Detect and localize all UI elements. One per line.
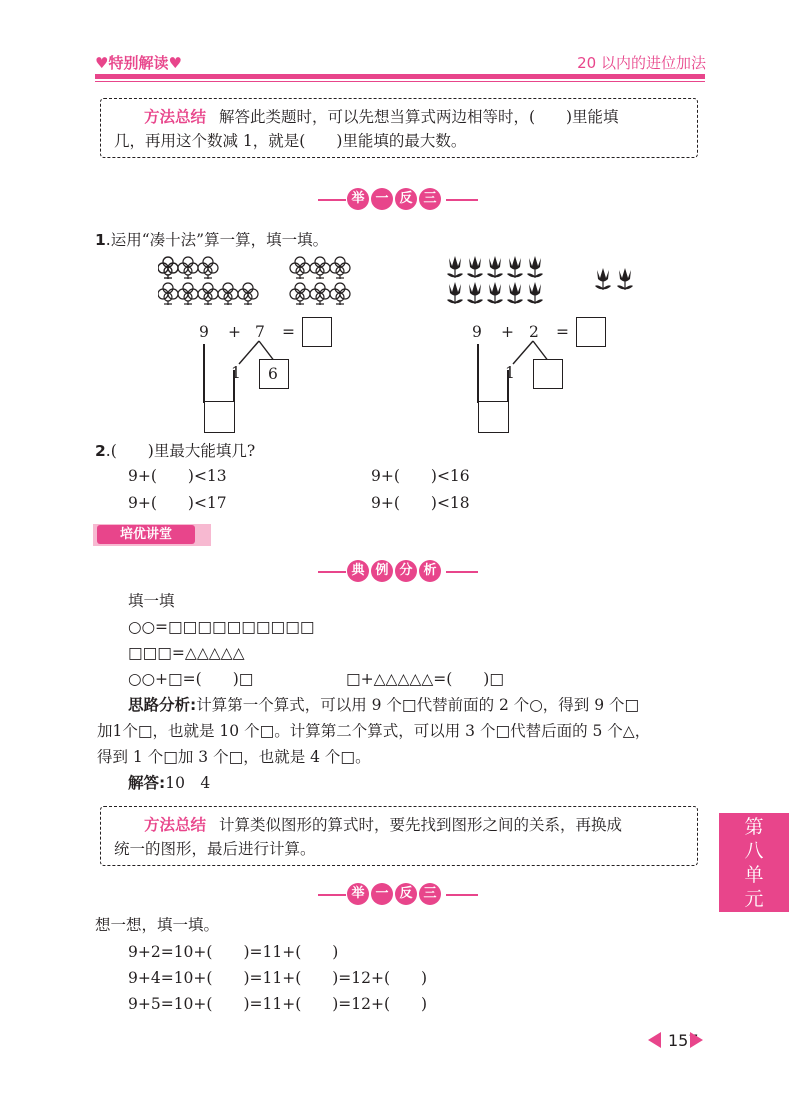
question-text: .运用“凑十法”算一算，填一填。 bbox=[105, 231, 329, 249]
side-tab-char: 八 bbox=[744, 840, 764, 862]
q2-item: 9+( )<13 bbox=[128, 467, 227, 485]
header-chapter-title: 20 以内的进位加法 bbox=[577, 54, 706, 72]
answer-box[interactable] bbox=[204, 401, 235, 433]
banner-line-left bbox=[318, 571, 346, 573]
answer-box[interactable] bbox=[302, 317, 332, 347]
question-number: 1 bbox=[95, 231, 106, 249]
side-tab-char: 单 bbox=[744, 864, 764, 886]
unit-side-tab bbox=[719, 813, 789, 912]
banner-char: 例 bbox=[371, 560, 393, 582]
question-2-title bbox=[95, 444, 255, 460]
side-tab-char: 元 bbox=[744, 888, 764, 910]
banner-char: 三 bbox=[419, 883, 441, 905]
split-line bbox=[477, 344, 479, 402]
analysis-text: 加1个□，也就是 10 个□。计算第二个算式，可以用 3 个□代替后面的 5 个△， bbox=[97, 722, 651, 740]
split-line bbox=[203, 344, 205, 402]
method-summary-label: 方法总结 bbox=[144, 108, 207, 126]
eq-left-op: + bbox=[228, 323, 241, 341]
method-summary-line1: 解答此类题时，可以先想当算式两边相等时，( )里能填 bbox=[218, 108, 619, 126]
banner-char: 一 bbox=[371, 188, 393, 210]
method-summary-label: 方法总结 bbox=[144, 816, 207, 834]
split-left-value: 1 bbox=[505, 364, 515, 382]
section-tag: 培优讲堂 bbox=[97, 525, 195, 544]
method-summary-line1: 计算类似图形的算式时，要先找到图形之间的关系，再换成 bbox=[218, 816, 622, 834]
banner-line-right bbox=[446, 894, 478, 896]
eq-right-a: 9 bbox=[472, 323, 482, 341]
q2-item: 9+( )<16 bbox=[371, 467, 470, 485]
example-title: 填一填 bbox=[128, 592, 175, 610]
question-1-title bbox=[95, 233, 328, 249]
split-right-box[interactable] bbox=[533, 359, 563, 389]
example-line: ○○=□□□□□□□□□□ bbox=[128, 618, 315, 636]
method-summary-line2: 几，再用这个数减 1，就是( )里能填的最大数。 bbox=[114, 132, 467, 150]
analysis-line bbox=[128, 698, 639, 714]
tulip-flower-icon bbox=[445, 254, 645, 306]
banner-line-left bbox=[318, 199, 346, 201]
banner-char: 反 bbox=[395, 883, 417, 905]
prev-page-arrow-icon bbox=[648, 1032, 661, 1048]
question-number: 2 bbox=[95, 442, 106, 460]
banner-line-right bbox=[446, 571, 478, 573]
banner-ju-yi-fan-san bbox=[347, 188, 445, 212]
banner-dian-li-fen-xi bbox=[347, 560, 445, 584]
analysis-label: 思路分析: bbox=[128, 696, 197, 714]
next-page-arrow-icon bbox=[690, 1032, 703, 1048]
side-tab-char: 第 bbox=[744, 816, 764, 838]
eq-right-op: + bbox=[501, 323, 514, 341]
page-number: 157 bbox=[668, 1031, 699, 1050]
practice-title: 想一想，填一填。 bbox=[95, 916, 220, 934]
answer-box[interactable] bbox=[478, 401, 509, 433]
banner-char: 反 bbox=[395, 188, 417, 210]
answer-box[interactable] bbox=[576, 317, 606, 347]
banner-ju-yi-fan-san bbox=[347, 883, 445, 907]
eq-right-b: 2 bbox=[529, 323, 539, 341]
eq-left-b: 7 bbox=[255, 323, 265, 341]
practice-row: 9+4=10+( )=11+( )=12+( ) bbox=[128, 969, 428, 987]
q2-item: 9+( )<17 bbox=[128, 494, 227, 512]
cotton-flower-icon bbox=[158, 254, 358, 306]
header-section-title: ♥特别解读♥ bbox=[95, 54, 182, 72]
practice-row: 9+5=10+( )=11+( )=12+( ) bbox=[128, 995, 428, 1013]
analysis-text: 计算第一个算式，可以用 9 个□代替前面的 2 个○，得到 9 个□ bbox=[196, 696, 640, 714]
banner-char: 举 bbox=[347, 883, 369, 905]
question-text: .( )里最大能填几? bbox=[105, 442, 256, 460]
eq-right-eq: = bbox=[556, 323, 569, 341]
example-line: □+△△△△△=( )□ bbox=[346, 670, 504, 688]
banner-char: 析 bbox=[419, 560, 441, 582]
answer-value: 10 4 bbox=[165, 774, 211, 792]
method-summary-line2: 统一的图形，最后进行计算。 bbox=[114, 840, 316, 858]
eq-left-a: 9 bbox=[199, 323, 209, 341]
header-divider-thin bbox=[95, 81, 705, 82]
analysis-text: 得到 1 个□加 3 个□，也就是 4 个□。 bbox=[97, 748, 371, 766]
example-line: □□□=△△△△△ bbox=[128, 644, 245, 662]
banner-char: 三 bbox=[419, 188, 441, 210]
practice-row: 9+2=10+( )=11+( ) bbox=[128, 943, 339, 961]
example-line: ○○+□=( )□ bbox=[128, 670, 254, 688]
banner-char: 举 bbox=[347, 188, 369, 210]
header-divider bbox=[95, 74, 705, 79]
banner-char: 分 bbox=[395, 560, 417, 582]
answer-line bbox=[128, 776, 210, 792]
answer-label: 解答: bbox=[128, 774, 166, 792]
banner-line-right bbox=[446, 199, 478, 201]
eq-left-eq: = bbox=[282, 323, 295, 341]
split-right-value: 6 bbox=[268, 365, 278, 383]
q2-item: 9+( )<18 bbox=[371, 494, 470, 512]
banner-char: 典 bbox=[347, 560, 369, 582]
split-left-value: 1 bbox=[231, 364, 241, 382]
method-summary-text bbox=[114, 110, 619, 126]
banner-line-left bbox=[318, 894, 346, 896]
method-summary-text bbox=[114, 818, 622, 834]
banner-char: 一 bbox=[371, 883, 393, 905]
